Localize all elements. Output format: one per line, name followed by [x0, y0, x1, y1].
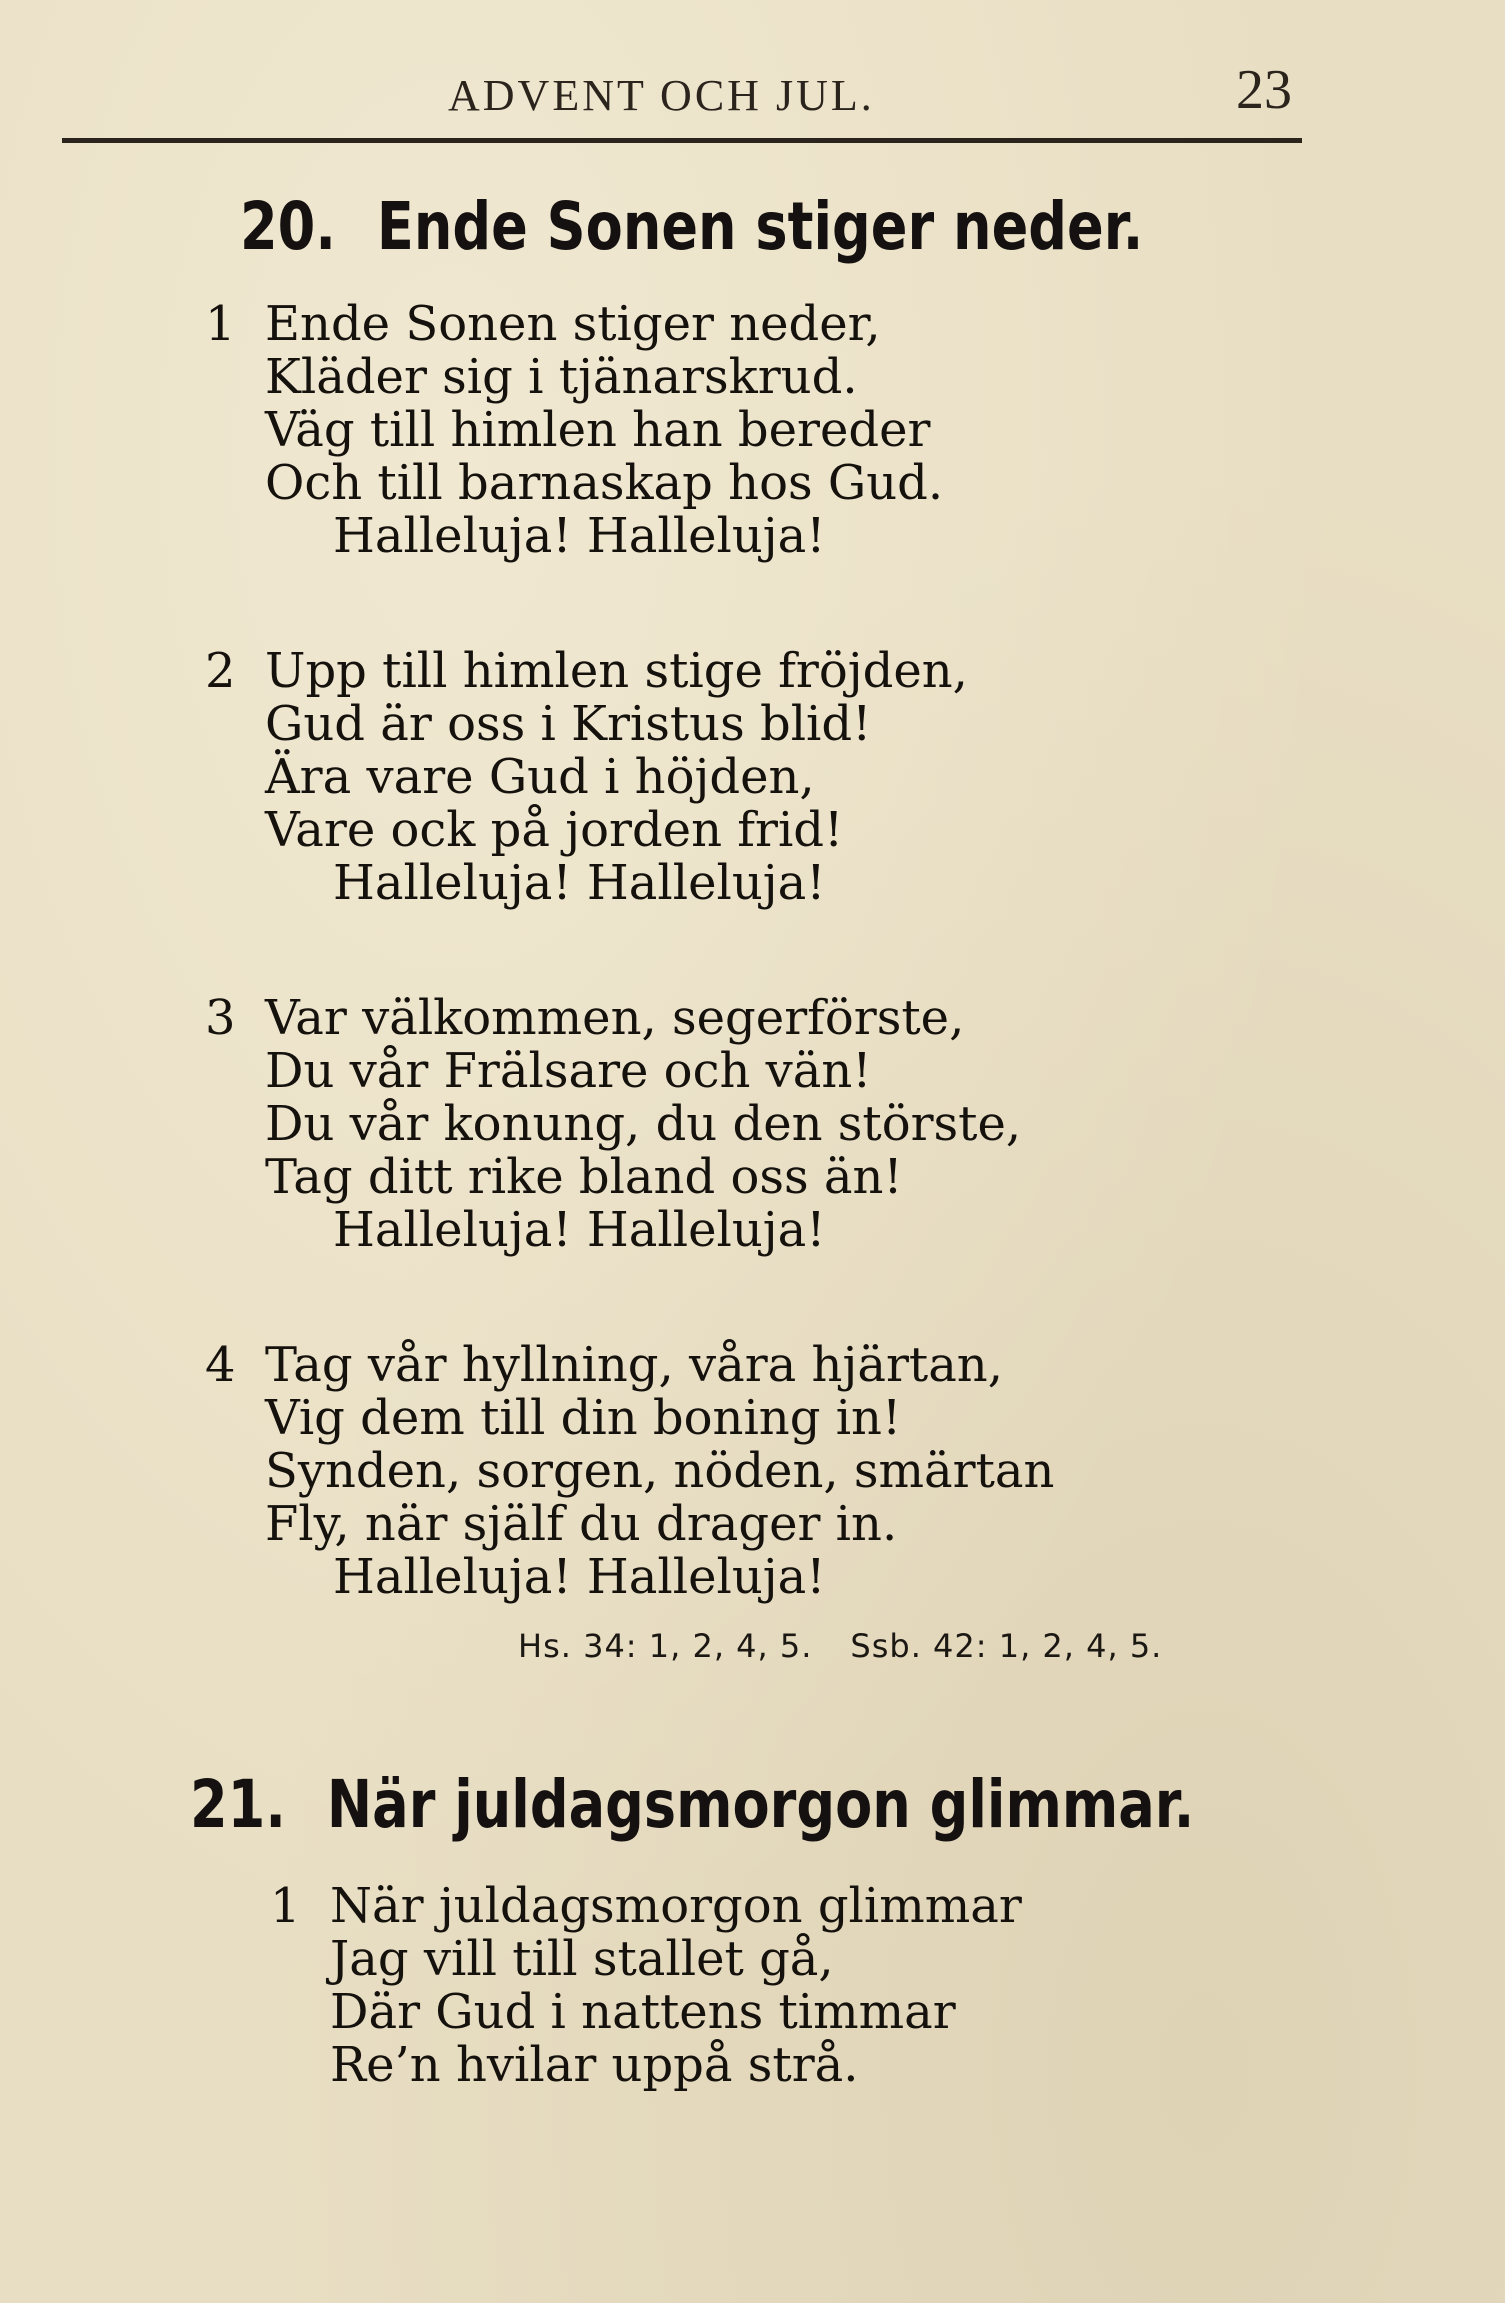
- hymn-number: 21.: [190, 1766, 286, 1843]
- stanza-line: Du vår Frälsare och vän!: [265, 1043, 872, 1099]
- stanza-line: Upp till himlen stige fröjden,: [265, 643, 968, 699]
- reference-ssb: Ssb. 42: 1, 2, 4, 5.: [850, 1627, 1163, 1665]
- stanza-line: Du vår konung, du den störste,: [265, 1096, 1022, 1152]
- stanza-line: Var välkommen, segerförste,: [265, 990, 965, 1046]
- reference-hs: Hs. 34: 1, 2, 4, 5.: [518, 1627, 813, 1665]
- stanza-line: Och till barnaskap hos Gud.: [265, 455, 944, 511]
- stanza-line: Jag vill till stallet gå,: [330, 1931, 834, 1987]
- hymn-21-stanza-1: [270, 1878, 1022, 2093]
- hymn-20-reference: [518, 1627, 1162, 1665]
- stanza-number: 1: [205, 296, 236, 352]
- running-head: ADVENT OCH JUL.: [448, 71, 875, 120]
- stanza-line: Ära vare Gud i höjden,: [265, 749, 815, 805]
- refrain-line: Halleluja! Halleluja!: [333, 1202, 826, 1258]
- stanza-line: Gud är oss i Kristus blid!: [265, 696, 872, 752]
- stanza-number: 1: [270, 1878, 301, 1934]
- refrain-line: Halleluja! Halleluja!: [333, 1549, 826, 1605]
- stanza-line: Vare ock på jorden frid!: [265, 802, 844, 858]
- hymn-20-stanza-1: [205, 296, 944, 564]
- refrain-line: Halleluja! Halleluja!: [333, 508, 826, 564]
- stanza-line: Tag ditt rike bland oss än!: [265, 1149, 903, 1205]
- stanza-line: Väg till himlen han bereder: [265, 402, 931, 458]
- refrain-line: Halleluja! Halleluja!: [333, 855, 826, 911]
- hymn-number: 20.: [240, 188, 336, 265]
- stanza-number: 4: [205, 1337, 236, 1393]
- hymn-20-stanza-4: [205, 1337, 1055, 1605]
- stanza-number: 2: [205, 643, 236, 699]
- hymn-title-text: När juldagsmorgon glimmar.: [326, 1766, 1195, 1843]
- page-number: 23: [1236, 59, 1292, 121]
- hymn-20-stanza-3: [205, 990, 1022, 1258]
- stanza-line: Vig dem till din boning in!: [265, 1390, 902, 1446]
- stanza-line: Synden, sorgen, nöden, smärtan: [265, 1443, 1055, 1499]
- stanza-line: När juldagsmorgon glimmar: [330, 1878, 1022, 1934]
- stanza-line: Ende Sonen stiger neder,: [265, 296, 881, 352]
- hymn-title-text: Ende Sonen stiger neder.: [376, 188, 1144, 265]
- stanza-line: Re’n hvilar uppå strå.: [330, 2037, 859, 2093]
- stanza-number: 3: [205, 990, 236, 1046]
- stanza-line: Tag vår hyllning, våra hjärtan,: [265, 1337, 1003, 1393]
- stanza-line: Där Gud i nattens timmar: [330, 1984, 956, 2040]
- stanza-line: Fly, när själf du drager in.: [265, 1496, 898, 1552]
- stanza-line: Kläder sig i tjänarskrud.: [265, 349, 858, 405]
- hymn-20-stanza-2: [205, 643, 968, 911]
- hymn-21-title: [190, 1766, 1194, 1843]
- hymn-20-title: [240, 188, 1143, 265]
- header-rule: [62, 138, 1302, 143]
